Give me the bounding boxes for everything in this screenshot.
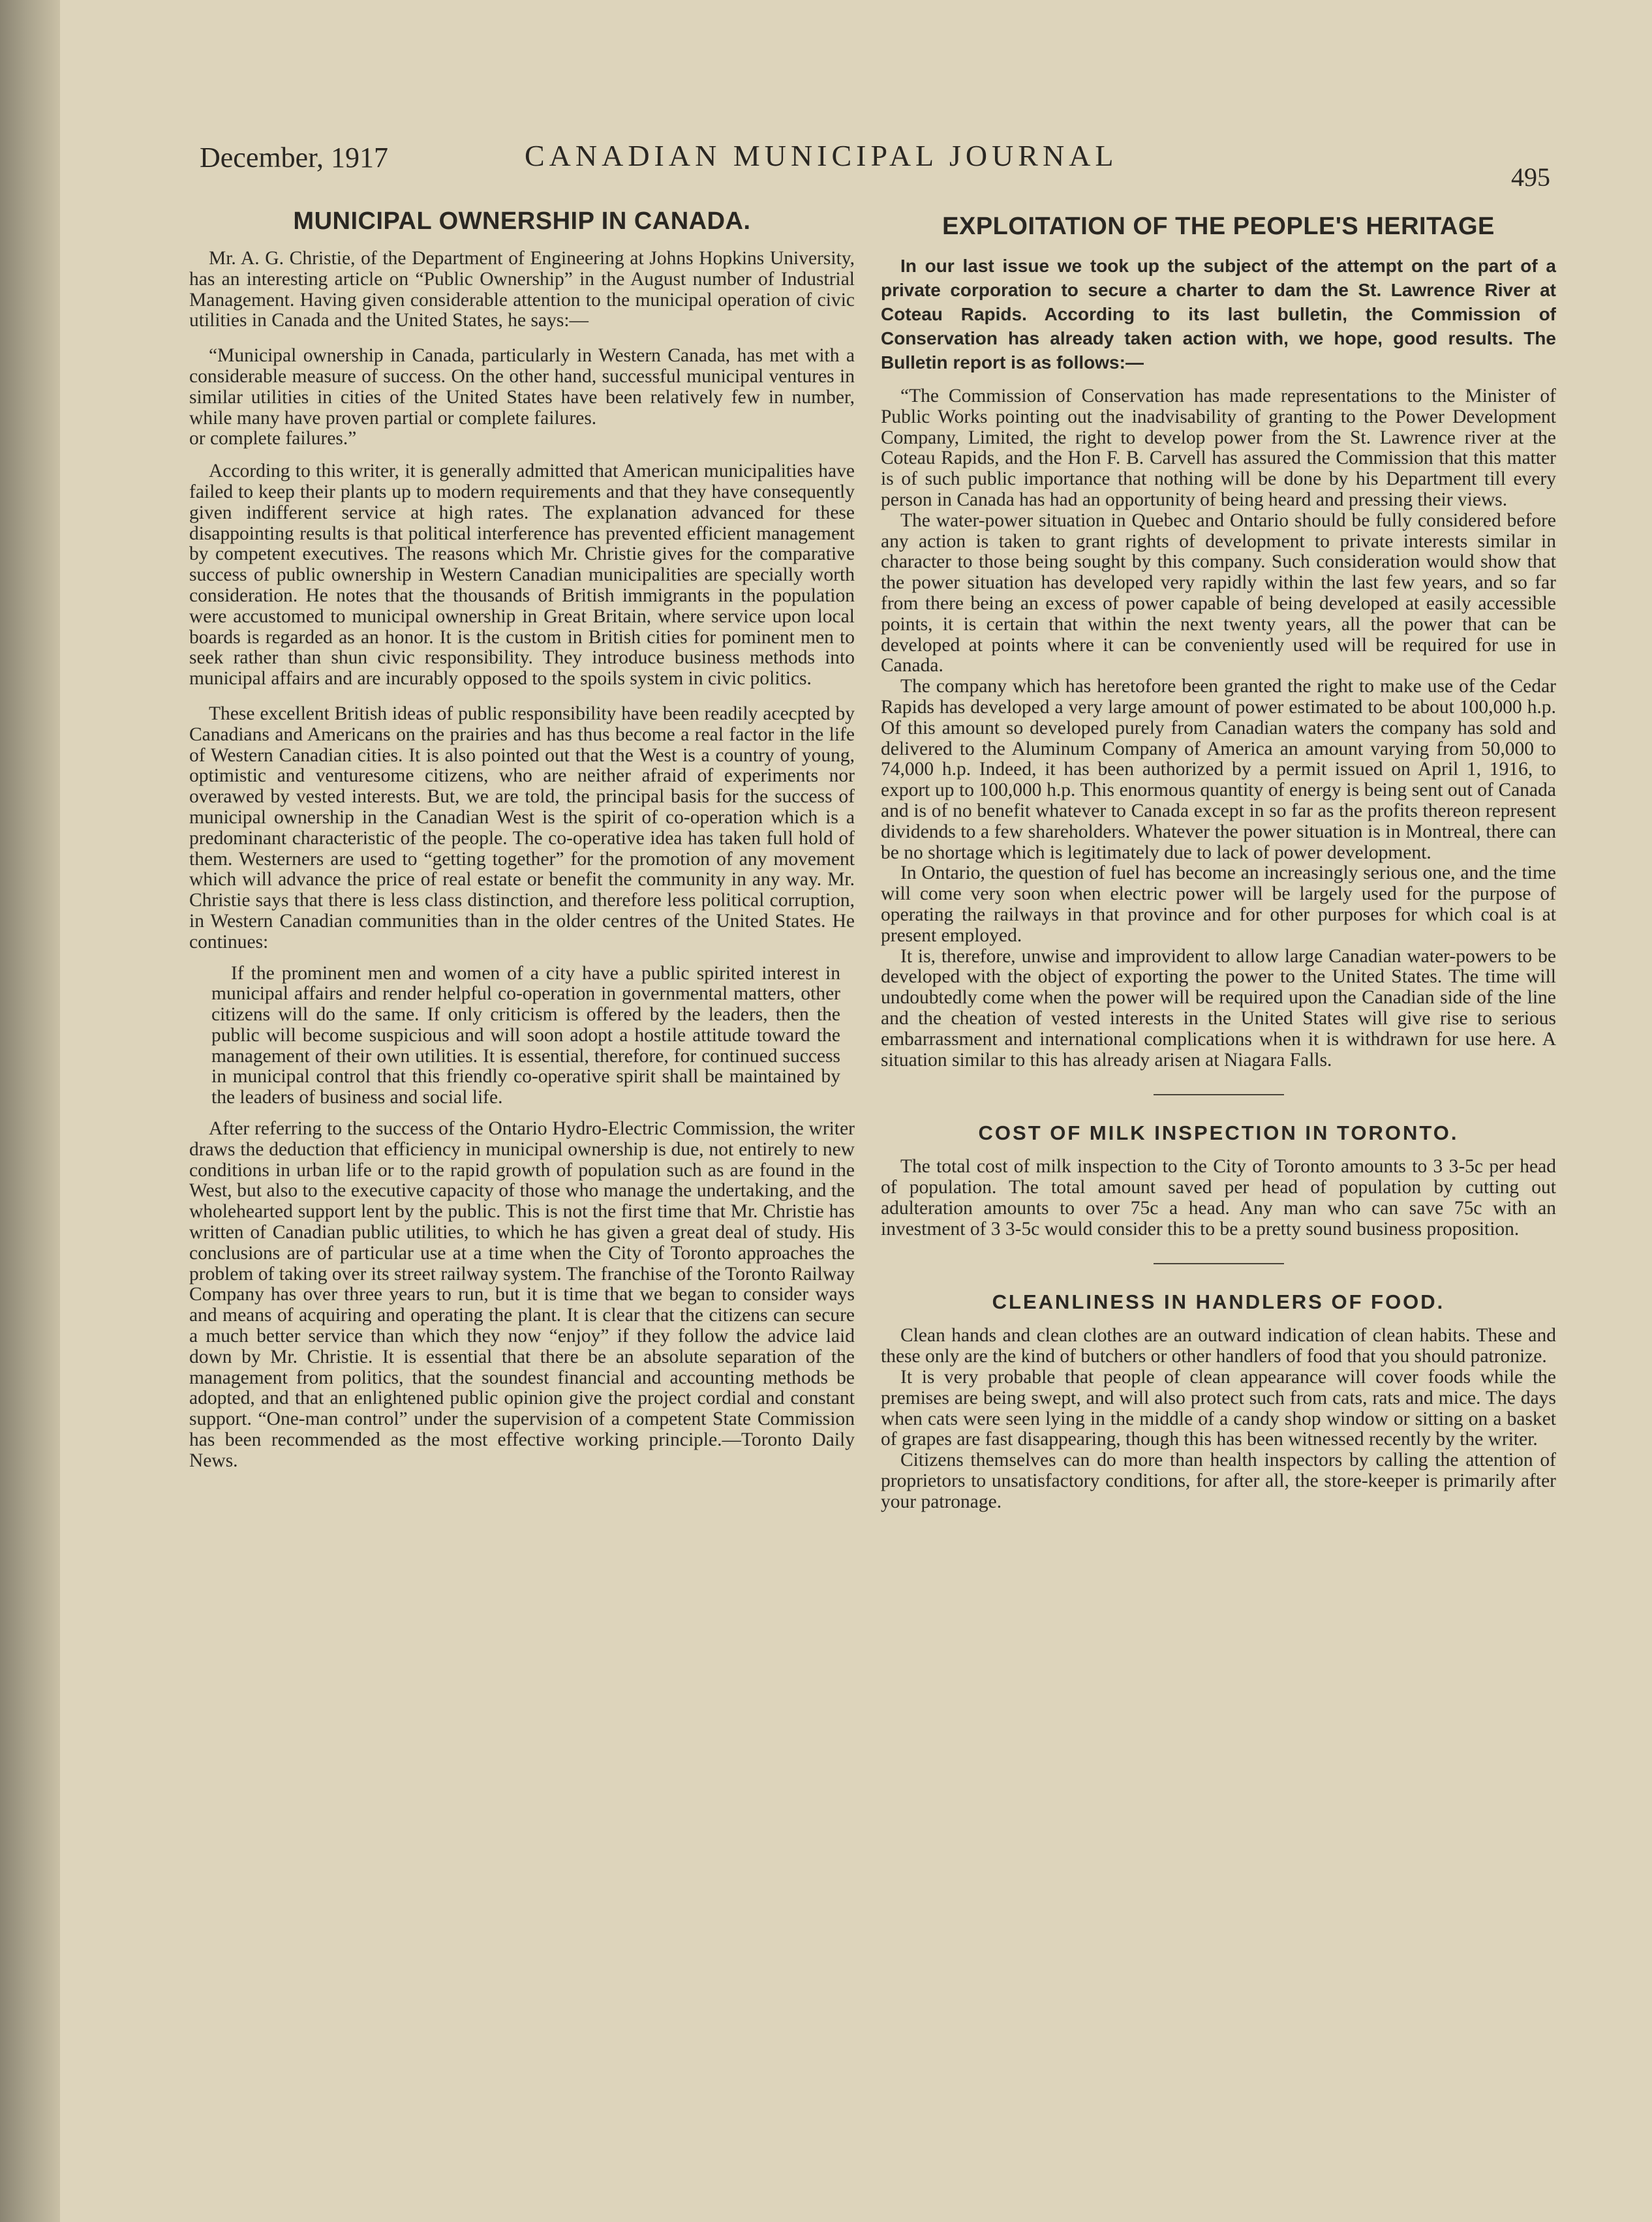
article-paragraph: After referring to the success of the Ontario Hydro-Electric Commission, the writer draws the deduction that efficiency in municipal ownership is due, not entirely to new conditions in urban life or to the rapid growth of population such as are found in the West, but also to the executive capacity of those who manage the undertaking, and the wholehearted support lent by the public. This is not the first time that Mr. Christie has written of Canadian public utilities, to which he has given a great deal of study. His conclusions are of particular use at a time when the City of Toronto approaches the problem of taking over its street railway system. The franchise of the Toronto Railway Company has over three years to run, but it is time that we began to consider ways and means of acquiring and operating the plant. It is clear that the citizens can secure a much better service than which they now “enjoy” if they follow the advice laid down by Mr. Christie. It is essential that there be an absolute separation of the management from politics, that the soundest financial and accounting methods be adopted, and that an enlightened public opinion give the project cordial and constant support. “One-man control” under the supervision of a competent State Commission has been recommended as the most effective working principle.—Toronto Daily News.	[189, 1118, 855, 1471]
article-paragraph: Mr. A. G. Christie, of the Department of Engineering at Johns Hopkins University, has an interesting article on “Public Ownership” in the August number of Industrial Management. Having given considerable attention to the municipal operation of civic utilities in Canada and the United States, he says:—	[189, 248, 855, 331]
article-paragraph: or complete failures.”	[189, 428, 357, 449]
block-quote	[189, 964, 855, 1109]
article-headline: CLEANLINESS IN HANDLERS OF FOOD.	[992, 1290, 1445, 1314]
issue-date: December, 1917	[200, 142, 389, 174]
article-paragraph: Clean hands and clean clothes are an outward indication of clean habits. These and these only are the kind of butchers or other handlers of food that you should patronize.	[881, 1325, 1556, 1367]
left-column	[189, 207, 855, 1472]
right-column	[881, 213, 1556, 1513]
quote-paragraph: If the prominent men and women of a city have a public spirited interest in municipal affairs and render helpful co-operation in governmental matters, other citizens will do the same. If only criticism is offered by the leaders, then the public will become suspicious and will soon adopt a hostile attitude toward the management of their own utilities. It is essential, therefore, for continued success in municipal control that this friendly co-operative spirit shall be maintained by the leaders of business and social life.	[211, 962, 840, 1108]
article-headline: COST OF MILK INSPECTION IN TORONTO.	[978, 1121, 1459, 1145]
article-paragraph: “The Commission of Conservation has made representations to the Minister of Public Works pointing out the inadvisability of granting to the Power Development Company, Limited, the right to develop power from the St. Lawrence river at the Coteau Rapids, and the Hon F. B. Carvell has assured the Commission that this matter is of such public importance that nothing will be done by his Department till every person in Canada has had an opportunity of being heard and pressing their views.	[881, 386, 1556, 510]
article-paragraph: It is, therefore, unwise and improvident to allow large Canadian water-powers to be developed with the object of exporting the power to the United States. The time will undoubtedly come when the power will be required upon the Canadian side of the line and the cheation of vested interests in the United States will give rise to serious embarrassment and international complications when it is withdrawn for use here. A situation similar to this has already arisen at Niagara Falls.	[881, 945, 1556, 1071]
running-header	[200, 138, 1557, 192]
article-paragraph: It is very probable that people of clean appearance will cover foods while the premises are being swept, and will also protect such from cats, rats and mice. The days when cats were seen lying in the middle of a candy shop window or sitting on a basket of grapes are fast disappearing, though this has been witnessed recently by the writer.	[881, 1367, 1556, 1450]
article-paragraph: These excellent British ideas of public responsibility have been readily acecpted by Canadians and Americans on the prairies and has thus become a real factor in the life of Western Canadian cities. It is also pointed out that the West is a country of young, optimistic and venturesome citizens, who are neither afraid of experiments nor overawed by vested interests. But, we are told, the principal basis for the success of municipal ownership in the Canadian West is the spirit of co-operation which is a predominant characteristic of the people. The co-operative idea has taken full hold of them. Westerners are used to “getting together” for the promotion of any movement which will advance the price of real estate or benefit the community in any way. Mr. Christie says that there is less class distinction, and therefore less political corruption, in Western Canadian communities than in the older centres of the United States. He continues:	[189, 703, 855, 952]
article-paragraph: The water-power situation in Quebec and Ontario should be fully considered before any action is taken to grant rights of development to private interests similar in character to those being sought by this company. Such consideration would show that the power situation has developed very rapidly within the last few years, and so far from there being an excess of power capable of being developed at easily accessible points, it is certain that within the next twenty years, all the power that can be developed at points where it can be conveniently used will be required for use in Canada.	[881, 510, 1556, 677]
article-paragraph: “Municipal ownership in Canada, particularly in Western Canada, has met with a considerable measure of success. On the other hand, successful municipal ventures in similar utilities in cities of the United States have been relatively few in number, while many have proven partial or complete failures.	[189, 345, 855, 429]
article-headline: MUNICIPAL OWNERSHIP IN CANADA.	[293, 207, 751, 235]
section-divider	[1154, 1094, 1284, 1095]
section-divider	[1154, 1263, 1284, 1264]
article-paragraph: The total cost of milk inspection to the City of Toronto amounts to 3 3-5c per head of population. The total amount saved per head of population by cutting out adulteration amounts to over 75c a head. Any man who can save 75c with an investment of 3 3-5c would consider this to be a pretty sound business proposition.	[881, 1156, 1556, 1240]
article-intro: In our last issue we took up the subject of the attempt on the part of a private corporation to secure a charter to dam the St. Lawrence River at Coteau Rapids. According to its last bulletin, the Commission of Conservation has already taken action with, we hope, good results. The Bulletin report is as follows:—	[881, 256, 1556, 373]
article-paragraph: According to this writer, it is generally admitted that American municipalities have failed to keep their plants up to modern requirements and that they have consequently given indifferent service at high rates. The explanation advanced for these disappointing results is that political interference has prevented efficient management by competent executives. The reasons which Mr. Christie gives for the comparative success of public ownership in Western Canadian municipalities are specially worth consideration. He notes that the thousands of British immigrants in the population were accustomed to municipal ownership in Great Britain, where service upon local boards is regarded as an honor. It is the custom in British cities for pominent men to seek rather than shun civic responsibility. They introduce business methods into municipal affairs and are incurably opposed to the spoils system in civic politics.	[189, 461, 855, 690]
binding-gutter	[0, 0, 60, 2222]
article-paragraph: In Ontario, the question of fuel has become an increasingly serious one, and the time will come very soon when electric power will be largely used for the purpose of operating the railways in that province and for other purposes for which coal is at present employed.	[881, 862, 1556, 946]
page-number: 495	[1511, 162, 1550, 192]
article-paragraph: The company which has heretofore been granted the right to make use of the Cedar Rapids has developed a very large amount of power estimated to be about 100,000 h.p. Of this amount so developed purely from Canadian waters the company has sold and delivered to the Aluminum Company of America an amount varying from 50,000 to 74,000 h.p. Indeed, it has been authorized by a permit issued on April 1, 1916, to export up to 100,000 h.p. This enormous quantity of energy is being sent out of Canada and is of no benefit whatever to Canada except in so far as the profits thereon represent dividends to a few shareholders. Whatever the power situation is in Montreal, there can be no shortage which is legitimately due to lack of power development.	[881, 676, 1556, 863]
article-paragraph: Citizens themselves can do more than health inspectors by calling the attention of proprietors to unsatisfactory conditions, for after all, the store-keeper is primarily after your patronage.	[881, 1450, 1556, 1512]
journal-title: CANADIAN MUNICIPAL JOURNAL	[525, 139, 1118, 172]
article-headline: EXPLOITATION OF THE PEOPLE'S HERITAGE	[942, 213, 1495, 240]
